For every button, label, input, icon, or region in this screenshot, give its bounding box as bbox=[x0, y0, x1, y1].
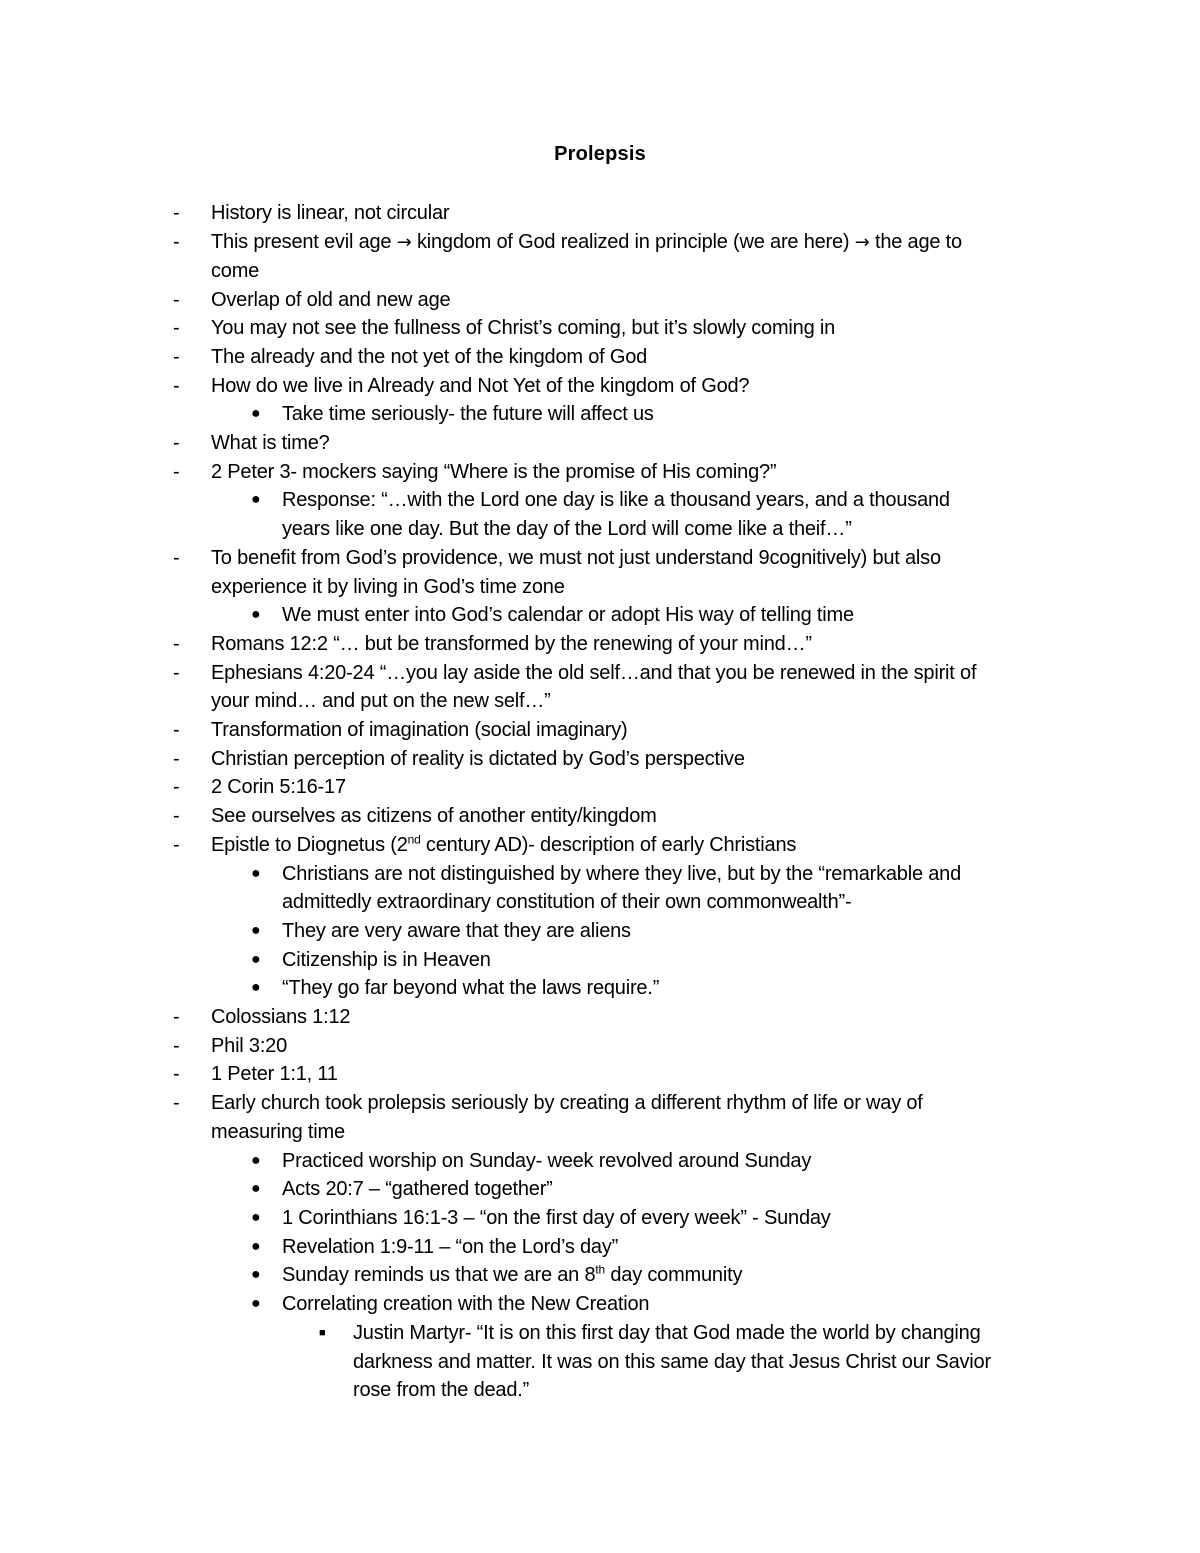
bullet-icon: ● bbox=[251, 865, 261, 882]
list-item: Transformation of imagination (social imaginary) bbox=[211, 719, 628, 741]
sub-list-item: Correlating creation with the New Creation bbox=[282, 1293, 650, 1315]
list-item: How do we live in Already and Not Yet of the kingdom of God? bbox=[211, 375, 750, 397]
dash-marker: - bbox=[173, 1035, 180, 1057]
dash-marker: - bbox=[173, 375, 180, 397]
sub-sub-list-item-continuation: darkness and matter. It was on this same day that Jesus Christ our Savior bbox=[353, 1351, 991, 1373]
list-item: Overlap of old and new age bbox=[211, 289, 451, 311]
dash-marker: - bbox=[173, 346, 180, 368]
bullet-icon: ● bbox=[251, 1266, 261, 1283]
item-text: This present evil age bbox=[211, 231, 397, 253]
dash-marker: - bbox=[173, 231, 180, 253]
dash-marker: - bbox=[173, 805, 180, 827]
sub-list-item: Revelation 1:9-11 – “on the Lord’s day” bbox=[282, 1236, 619, 1258]
list-item-continuation: measuring time bbox=[211, 1121, 345, 1143]
bullet-icon: ● bbox=[251, 606, 261, 623]
dash-marker: - bbox=[173, 202, 180, 224]
square-bullet-icon: ■ bbox=[319, 1327, 326, 1339]
bullet-icon: ● bbox=[251, 951, 261, 968]
list-item: 2 Peter 3- mockers saying “Where is the promise of His coming?” bbox=[211, 461, 777, 483]
list-item: Colossians 1:12 bbox=[211, 1006, 351, 1028]
bullet-icon: ● bbox=[251, 405, 261, 422]
list-item: See ourselves as citizens of another entity/kingdom bbox=[211, 805, 657, 827]
document-title: Prolepsis bbox=[554, 143, 646, 165]
dash-marker: - bbox=[173, 1063, 180, 1085]
dash-marker: - bbox=[173, 432, 180, 454]
list-item-continuation: come bbox=[211, 260, 260, 282]
sub-list-item: Christians are not distinguished by where they live, but by the “remarkable and bbox=[282, 863, 962, 885]
list-item bbox=[211, 831, 796, 860]
bullet-icon: ● bbox=[251, 922, 261, 939]
list-item: 1 Peter 1:1, 11 bbox=[211, 1063, 338, 1085]
dash-marker: - bbox=[173, 662, 180, 684]
ordinal-suffix: th bbox=[595, 1262, 605, 1277]
list-item bbox=[211, 228, 962, 258]
list-item: 2 Corin 5:16-17 bbox=[211, 776, 346, 798]
bullet-icon: ● bbox=[251, 491, 261, 508]
bullet-icon: ● bbox=[251, 1180, 261, 1197]
item-text: century AD)- description of early Christians bbox=[420, 834, 797, 856]
list-item: Ephesians 4:20-24 “…you lay aside the old self…and that you be renewed in the spirit of bbox=[211, 662, 977, 684]
sub-list-item bbox=[282, 1261, 742, 1290]
list-item: To benefit from God’s providence, we must not just understand 9cognitively) but also bbox=[211, 547, 941, 569]
dash-marker: - bbox=[173, 719, 180, 741]
dash-marker: - bbox=[173, 1092, 180, 1114]
bullet-icon: ● bbox=[251, 1238, 261, 1255]
list-item: Early church took prolepsis seriously by creating a different rhythm of life or way of bbox=[211, 1092, 923, 1114]
ordinal-suffix: nd bbox=[407, 832, 421, 847]
sub-list-item: “They go far beyond what the laws require.” bbox=[282, 977, 660, 999]
sub-list-item: 1 Corinthians 16:1-3 – “on the first day of every week” - Sunday bbox=[282, 1207, 831, 1229]
list-item: You may not see the fullness of Christ’s coming, but it’s slowly coming in bbox=[211, 317, 836, 339]
bullet-icon: ● bbox=[251, 1152, 261, 1169]
sub-list-item: We must enter into God’s calendar or adopt His way of telling time bbox=[282, 604, 854, 626]
list-item: What is time? bbox=[211, 432, 330, 454]
list-item: Phil 3:20 bbox=[211, 1035, 288, 1057]
dash-marker: - bbox=[173, 776, 180, 798]
right-arrow-icon: → bbox=[396, 232, 412, 253]
list-item: Romans 12:2 “… but be transformed by the renewing of your mind…” bbox=[211, 633, 812, 655]
sub-sub-list-item: Justin Martyr- “It is on this first day that God made the world by changing bbox=[353, 1322, 981, 1344]
sub-list-item: Acts 20:7 – “gathered together” bbox=[282, 1178, 553, 1200]
sub-list-item: Citizenship is in Heaven bbox=[282, 949, 491, 971]
bullet-icon: ● bbox=[251, 1209, 261, 1226]
right-arrow-icon: → bbox=[854, 232, 870, 253]
dash-marker: - bbox=[173, 748, 180, 770]
list-item: Christian perception of reality is dictated by God’s perspective bbox=[211, 748, 745, 770]
item-text: day community bbox=[605, 1264, 743, 1286]
list-item-continuation: experience it by living in God’s time zone bbox=[211, 576, 565, 598]
dash-marker: - bbox=[173, 547, 180, 569]
dash-marker: - bbox=[173, 1006, 180, 1028]
item-text: Epistle to Diognetus (2 bbox=[211, 834, 408, 856]
sub-list-item: They are very aware that they are aliens bbox=[282, 920, 631, 942]
sub-list-item: Response: “…with the Lord one day is like a thousand years, and a thousand bbox=[282, 489, 950, 511]
dash-marker: - bbox=[173, 461, 180, 483]
list-item: History is linear, not circular bbox=[211, 202, 450, 224]
dash-marker: - bbox=[173, 289, 180, 311]
sub-list-item: Take time seriously- the future will affect us bbox=[282, 403, 654, 425]
item-text: Sunday reminds us that we are an 8 bbox=[282, 1264, 596, 1286]
list-item: The already and the not yet of the kingdom of God bbox=[211, 346, 648, 368]
bullet-icon: ● bbox=[251, 1295, 261, 1312]
sub-sub-list-item-continuation: rose from the dead.” bbox=[353, 1379, 530, 1401]
item-text: the age to bbox=[869, 231, 962, 253]
sub-list-item-continuation: admittedly extraordinary constitution of their own commonwealth”- bbox=[282, 891, 852, 913]
sub-list-item-continuation: years like one day. But the day of the Lord will come like a theif…” bbox=[282, 518, 852, 540]
dash-marker: - bbox=[173, 633, 180, 655]
bullet-icon: ● bbox=[251, 979, 261, 996]
dash-marker: - bbox=[173, 834, 180, 856]
list-item-continuation: your mind… and put on the new self…” bbox=[211, 690, 551, 712]
dash-marker: - bbox=[173, 317, 180, 339]
sub-list-item: Practiced worship on Sunday- week revolved around Sunday bbox=[282, 1150, 812, 1172]
item-text: kingdom of God realized in principle (we are here) bbox=[411, 231, 855, 253]
